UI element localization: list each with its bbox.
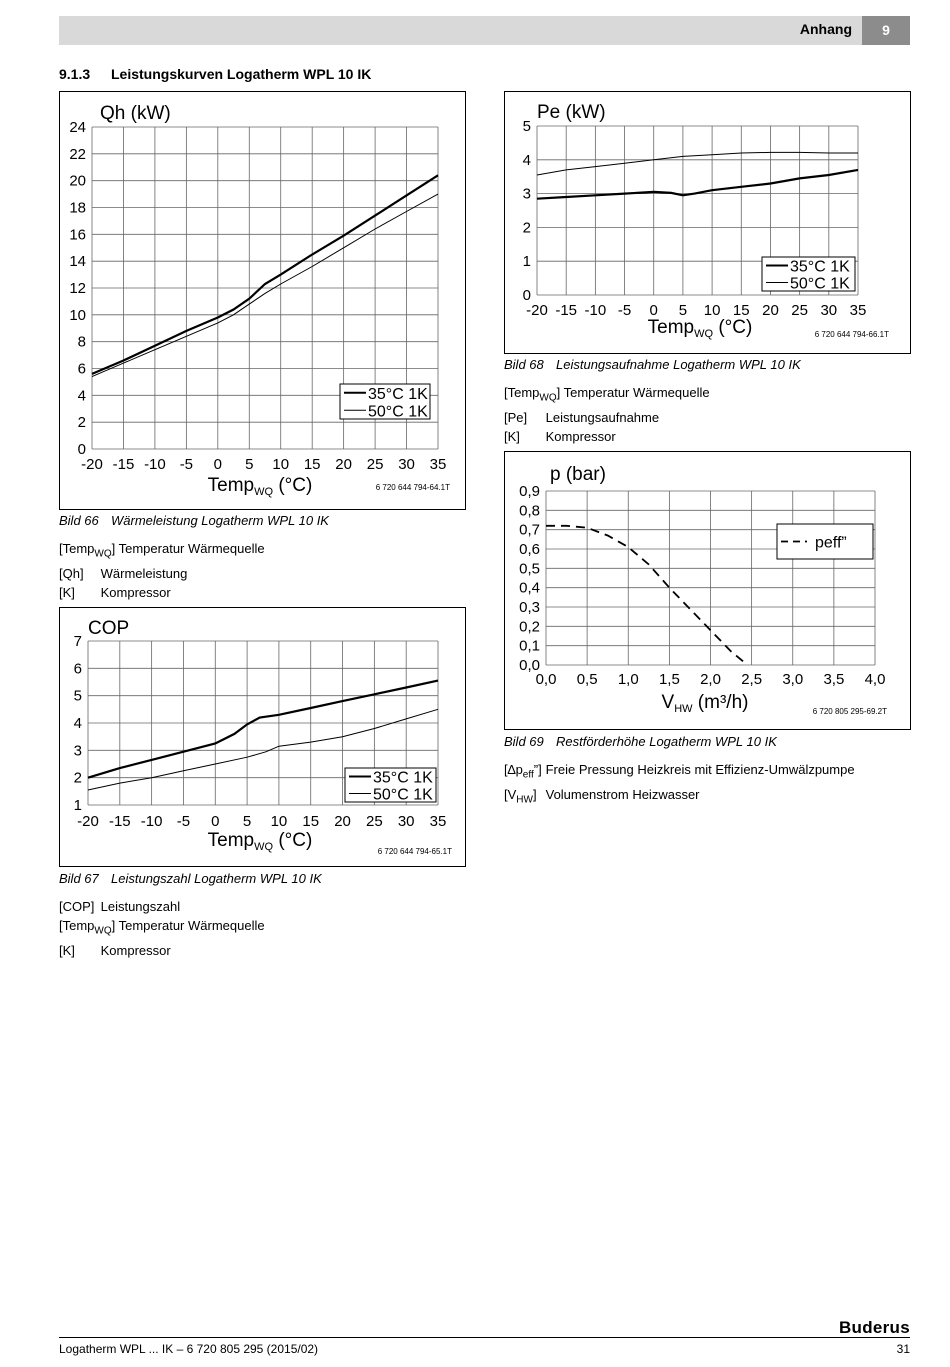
caption-number: Bild 68	[504, 357, 544, 372]
legend-key: [K]	[59, 584, 75, 600]
legend-key: $[V_{HW}]$	[504, 786, 537, 806]
chart-qh	[59, 91, 466, 510]
y-tick-label: 3	[73, 742, 82, 760]
x-tick-label: -20	[77, 813, 99, 830]
y-tick-label: 7	[73, 633, 82, 650]
x-tick-label: -10	[140, 813, 163, 830]
legend-text: Kompressor	[97, 942, 171, 958]
legend-label: 50°C 1K	[368, 403, 428, 421]
x-tick-label: 1,0	[617, 671, 639, 688]
legend-key: [Temp$_{WQ}$]	[504, 385, 561, 404]
x-tick-label: 0,0	[535, 671, 557, 688]
x-tick-label: 25	[791, 302, 808, 319]
x-tick-label: -10	[144, 456, 166, 473]
y-tick-label: 4	[77, 387, 86, 405]
y-tick-label: 0,7	[519, 521, 540, 539]
legend-row	[504, 760, 855, 785]
caption-text: Leistungsaufnahme Logatherm WPL 10 IK	[556, 357, 801, 372]
legend-pe	[504, 383, 710, 446]
y-tick-label: 0,1	[519, 637, 540, 655]
legend-text: Volumenstrom Heizwasser	[542, 786, 700, 802]
legend-label: 35°C 1K	[368, 385, 428, 403]
x-tick-label: 3,5	[823, 671, 845, 688]
caption-number: Bild 66	[59, 513, 99, 528]
figure-reference: 6 720 644 794-65.1T	[377, 847, 452, 856]
legend-key: $[\Delta p_{eff}”]$	[504, 762, 542, 781]
x-tick-label: 20	[334, 813, 351, 830]
x-tick-label: -15	[108, 813, 131, 830]
x-tick-label: 15	[303, 456, 321, 473]
y-tick-label: 0,2	[519, 618, 540, 636]
legend-key: [Pe]	[504, 409, 528, 425]
legend-row	[59, 564, 265, 583]
series-line-1	[537, 170, 858, 199]
figure-reference: 6 720 644 794-64.1T	[375, 483, 450, 492]
x-tick-label: -5	[179, 456, 194, 473]
legend-label: 35°C 1K	[373, 769, 433, 787]
y-tick-label: 0,3	[519, 599, 540, 616]
legend-row	[59, 539, 265, 564]
x-tick-label: 20	[335, 456, 352, 473]
section-title	[59, 66, 371, 82]
series-line-1	[88, 681, 438, 778]
y-tick-label: 22	[69, 145, 86, 163]
legend-text: Freie Pressung Heizkreis mit Effizienz-Umwälzpumpe	[542, 762, 855, 777]
series-line-1	[92, 175, 438, 374]
brand-logo: Buderus	[838, 1318, 910, 1337]
x-tick-label: 10	[270, 813, 288, 830]
y-tick-label: 4	[522, 151, 531, 169]
legend-qh	[59, 539, 265, 602]
footer-page-number: 31	[896, 1342, 910, 1356]
chart-title: Pe (kW)	[537, 102, 606, 123]
y-tick-label: 1	[73, 797, 82, 814]
series-line-1	[546, 526, 748, 665]
y-tick-label: 0,5	[519, 560, 540, 578]
chapter-number: 9	[862, 16, 910, 45]
caption-text: Wärmeleistung Logatherm WPL 10 IK	[111, 513, 329, 528]
x-tick-label: 0	[211, 813, 220, 830]
chart-p	[504, 451, 911, 730]
x-tick-label: 10	[703, 302, 721, 319]
x-axis-label: $V_{HW}$ (m³/h)	[661, 692, 749, 715]
x-tick-label: 30	[820, 302, 838, 319]
y-tick-label: 2	[522, 219, 531, 237]
legend-row	[504, 383, 710, 408]
x-tick-label: 35	[429, 456, 447, 473]
legend-row	[504, 785, 855, 810]
x-tick-label: 10	[272, 456, 290, 473]
y-tick-label: 20	[69, 172, 86, 190]
chart-svg	[505, 92, 910, 353]
section-title-text: Leistungskurven Logatherm WPL 10 IK	[111, 66, 372, 82]
y-tick-label: 0	[522, 287, 531, 304]
chart-title: Qh (kW)	[100, 103, 171, 124]
y-tick-label: 2	[77, 414, 86, 432]
legend-key: [K]	[59, 942, 75, 958]
y-tick-label: 6	[77, 360, 86, 378]
x-tick-label: -15	[112, 456, 135, 473]
legend-text: Kompressor	[542, 428, 616, 444]
y-tick-label: 8	[77, 333, 86, 351]
legend-label: 50°C 1K	[790, 275, 850, 293]
x-tick-label: 0	[649, 302, 658, 319]
x-axis-label: Temp$_{WQ}$ (°C)	[207, 830, 313, 853]
y-tick-label: 0	[77, 441, 86, 458]
x-tick-label: 20	[762, 302, 779, 319]
x-tick-label: 2,5	[741, 671, 763, 688]
footer-divider	[59, 1337, 910, 1338]
x-tick-label: -5	[176, 813, 191, 830]
legend-key: [COP]	[59, 899, 95, 914]
chart-svg	[505, 452, 910, 729]
caption-number: Bild 69	[504, 734, 544, 749]
legend-row	[59, 941, 265, 960]
x-tick-label: -15	[555, 302, 578, 319]
legend-label: 50°C 1K	[373, 786, 433, 804]
chart-svg	[60, 608, 465, 866]
y-tick-label: 0,0	[519, 657, 540, 674]
legend-text: Kompressor	[97, 584, 171, 600]
legend-text: Leistungsaufnahme	[542, 409, 660, 425]
y-tick-label: 5	[73, 687, 82, 705]
y-tick-label: 3	[522, 185, 531, 203]
y-tick-label: 10	[69, 306, 86, 324]
y-tick-label: 12	[69, 280, 86, 297]
caption-p	[504, 734, 777, 749]
legend-row	[504, 408, 710, 427]
x-tick-label: 5	[242, 813, 252, 830]
y-tick-label: 4	[73, 715, 82, 732]
figure-reference: 6 720 644 794-66.1T	[814, 330, 889, 339]
legend-key: [Qh]	[59, 565, 84, 581]
x-tick-label: 5	[245, 456, 254, 473]
legend-row	[59, 916, 265, 941]
legend-text: Temperatur Wärmequelle	[115, 918, 265, 933]
series-line-2	[537, 152, 858, 175]
legend-key: [Temp$_{WQ}$]	[59, 541, 116, 560]
y-tick-label: 0,9	[519, 483, 540, 500]
x-tick-label: 35	[849, 302, 867, 319]
x-tick-label: 35	[429, 813, 447, 830]
x-axis-label: Temp$_{WQ}$ (°C)	[207, 475, 313, 498]
x-tick-label: 30	[397, 813, 415, 830]
x-tick-label: -5	[617, 302, 632, 319]
x-axis-label: Temp$_{WQ}$ (°C)	[647, 317, 753, 340]
y-tick-label: 0,6	[519, 541, 540, 558]
x-tick-label: 3,0	[782, 671, 804, 688]
y-tick-label: 6	[73, 660, 82, 678]
chart-title: COP	[88, 618, 130, 639]
legend-label: 35°C 1K	[790, 258, 850, 276]
legend-p	[504, 760, 855, 809]
header-section-title: Anhang	[799, 21, 852, 37]
y-tick-label: 18	[69, 199, 86, 217]
caption-number: Bild 67	[59, 871, 99, 886]
x-tick-label: -10	[584, 302, 607, 319]
x-tick-label: 15	[302, 813, 320, 830]
x-tick-label: 25	[366, 456, 384, 473]
y-tick-label: 2	[73, 769, 82, 787]
caption-pe	[504, 357, 801, 372]
legend-text: Wärmeleistung	[97, 565, 188, 581]
x-tick-label: 5	[678, 302, 688, 319]
footer-document: Logatherm WPL ... IK – 6 720 805 295 (2015/02)	[59, 1342, 319, 1356]
y-tick-label: 16	[69, 226, 86, 244]
y-tick-label: 14	[69, 253, 86, 271]
x-tick-label: 1,5	[658, 671, 680, 688]
x-tick-label: 0,5	[576, 671, 598, 688]
legend-row	[59, 583, 265, 602]
caption-text: Leistungszahl Logatherm WPL 10 IK	[111, 871, 322, 886]
x-tick-label: -20	[526, 302, 548, 319]
y-tick-label: 0,4	[519, 579, 540, 597]
y-tick-label: 24	[69, 119, 86, 136]
chart-svg	[60, 92, 465, 509]
x-tick-label: 25	[366, 813, 383, 830]
legend-cop	[59, 897, 265, 960]
x-tick-label: 4,0	[864, 671, 886, 688]
legend-key: [K]	[504, 428, 520, 444]
caption-cop	[59, 871, 322, 886]
legend-row	[59, 897, 265, 916]
y-tick-label: 0,8	[519, 502, 540, 520]
x-tick-label: -20	[81, 456, 103, 473]
x-tick-label: 30	[398, 456, 415, 473]
y-tick-label: 5	[522, 118, 531, 135]
legend-row	[504, 427, 710, 446]
legend-text: Temperatur Wärmequelle	[115, 541, 265, 556]
x-tick-label: 15	[732, 302, 750, 319]
chart-title: p (bar)	[550, 464, 606, 485]
legend-text: Leistungszahl	[97, 899, 181, 914]
section-number: 9.1.3	[59, 66, 91, 82]
legend-key: [Temp$_{WQ}$]	[59, 918, 116, 937]
y-tick-label: 1	[522, 253, 531, 271]
figure-reference: 6 720 805 295-69.2T	[812, 707, 887, 716]
chart-cop	[59, 607, 466, 867]
x-tick-label: 0	[213, 456, 222, 473]
x-tick-label: 2,0	[700, 671, 721, 688]
caption-text: Restförderhöhe Logatherm WPL 10 IK	[556, 734, 777, 749]
legend-label: peff”	[815, 534, 847, 552]
legend-text: Temperatur Wärmequelle	[560, 385, 710, 400]
caption-qh	[59, 513, 329, 528]
chart-pe	[504, 91, 911, 354]
header-bar	[59, 16, 862, 45]
